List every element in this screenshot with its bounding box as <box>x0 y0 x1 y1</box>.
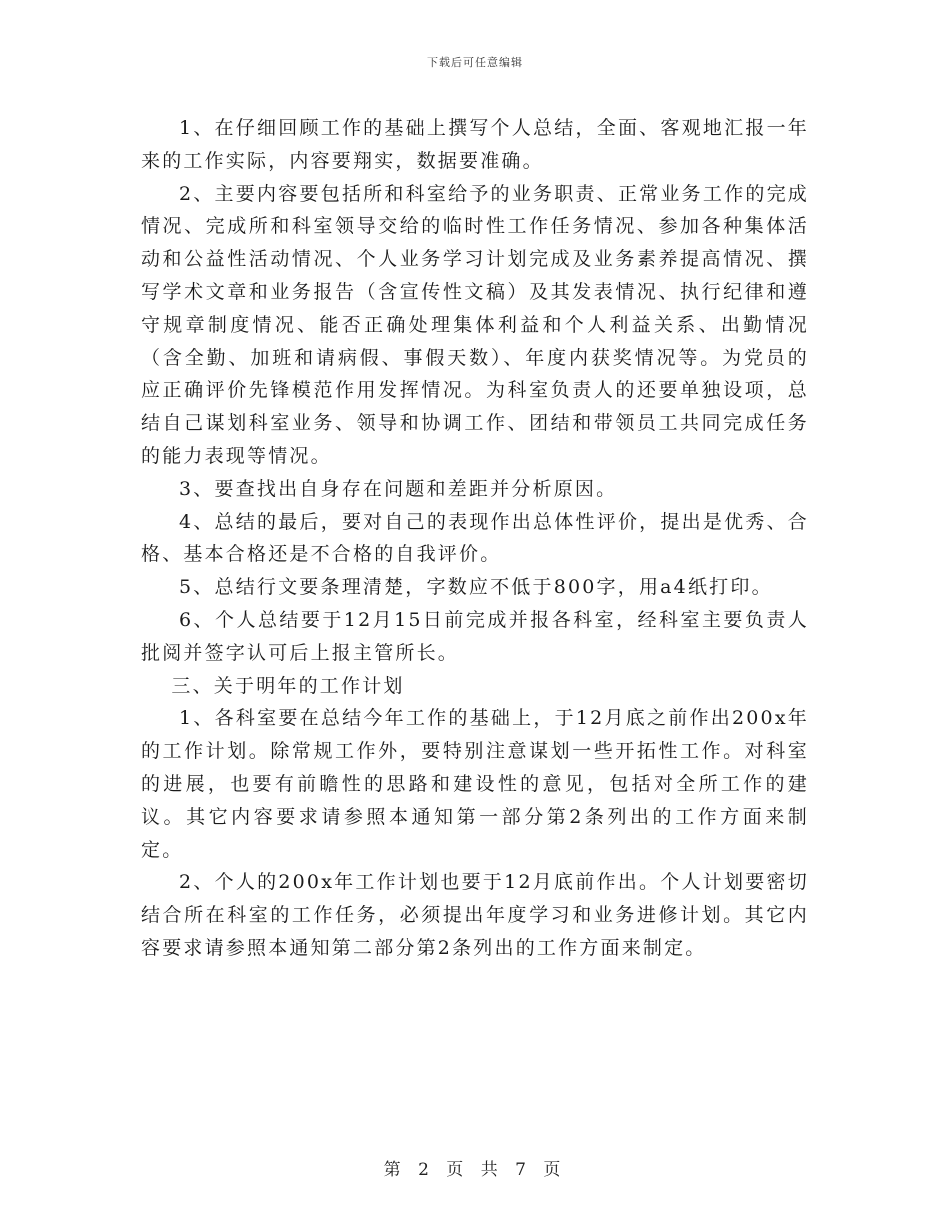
paragraph-item-1: 1、在仔细回顾工作的基础上撰写个人总结，全面、客观地汇报一年来的工作实际，内容要翔实，数据要准确。 <box>141 117 809 172</box>
plan-item-1: 1、各科室要在总结今年工作的基础上，于12月底之前作出200x年的工作计划。除常规工作外，要特别注意谋划一些开拓性工作。对科室的进展，也要有前瞻性的思路和建设性的意见，包括对全所工作的建议。其它内容要求请参照本通知第一部分第2条列出的工作方面来制定。 <box>141 707 809 861</box>
paragraph-item-2: 2、主要内容要包括所和科室给予的业务职责、正常业务工作的完成情况、完成所和科室领导交给的临时性工作任务情况、参加各种集体活动和公益性活动情况、个人业务学习计划完成及业务素养提高情况、撰写学术文章和业务报告（含宣传性文稿）及其发表情况、执行纪律和遵守规章制度情况、能否正确处理集体利益和个人利益关系、出勤情况（含全勤、加班和请病假、事假天数）、年度内获奖情况等。为党员的应正确评价先锋模范作用发挥情况。为科室负责人的还要单独设项，总结自己谋划科室业务、领导和协调工作、团结和带领员工共同完成任务的能力表现等情况。 <box>141 182 809 467</box>
paragraph-item-5: 5、总结行文要条理清楚，字数应不低于800字，用a4纸打印。 <box>179 576 773 599</box>
page-header: 下载后可任意编辑 <box>427 56 523 69</box>
paragraph-item-4: 4、总结的最后，要对自己的表现作出总体性评价，提出是优秀、合格、基本合格还是不合格的自我评价。 <box>141 510 809 566</box>
document-body <box>141 112 809 965</box>
page-number-footer: 第 2 页 共 7 页 <box>383 1160 567 1180</box>
plan-item-2: 2、个人的200x年工作计划也要于12月底前作出。个人计划要密切结合所在科室的工作任务，必须提出年度学习和业务进修计划。其它内容要求请参照本通知第二部分第2条列出的工作方面来制定。 <box>141 871 809 959</box>
paragraph-item-6: 6、个人总结要于12月15日前完成并报各科室，经科室主要负责人批阅并签字认可后上报主管所长。 <box>141 608 809 664</box>
paragraph-item-3: 3、要查找出自身存在问题和差距并分析原因。 <box>179 477 618 500</box>
section-heading-work-plan: 三、关于明年的工作计划 <box>171 674 405 697</box>
